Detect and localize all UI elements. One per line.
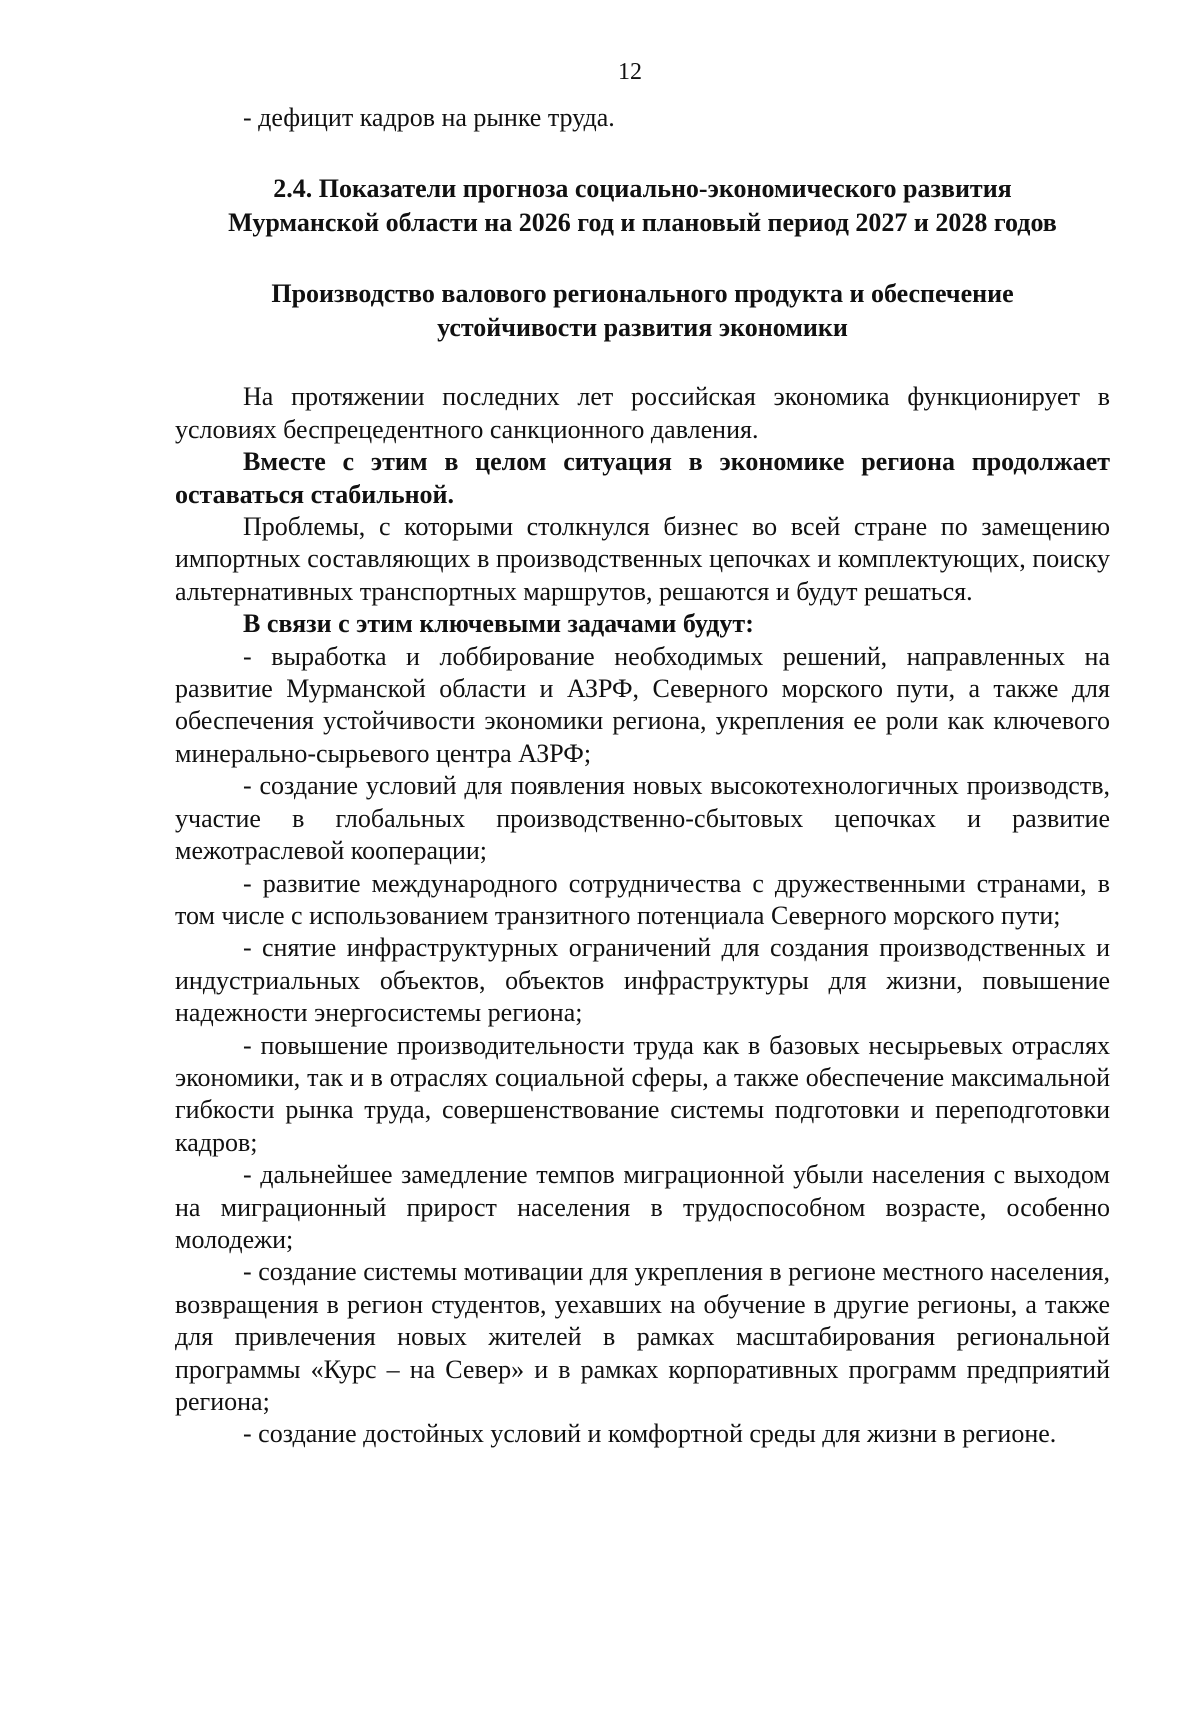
paragraph-sanctions: На протяжении последних лет российская экономика функционирует в условиях беспрецедентного санкционного давления. xyxy=(175,382,1110,444)
task-item: - снятие инфраструктурных ограничений для создания производственных и индустриальных объектов, объектов инфраструктуры для жизни, повышение надежности энергосистемы региона; xyxy=(175,933,1110,1028)
deficit-line: - дефицит кадров на рынке труда. xyxy=(243,103,615,132)
task-item: - дальнейшее замедление темпов миграционной убыли населения с выходом на миграционный прирост населения в трудоспособном возрасте, особенно молодежи; xyxy=(175,1160,1110,1254)
subsection-heading-line-1: Производство валового регионального продукта и обеспечение xyxy=(271,279,1014,309)
page-number: 12 xyxy=(618,59,642,85)
section-heading xyxy=(175,172,1110,240)
task-item: - выработка и лоббирование необходимых решений, направленных на развитие Мурманской области и АЗРФ, Северного морского пути, а также для обеспечения устойчивости экономики региона, укрепления ее роли как ключевого минерально-сырьевого центра АЗРФ; xyxy=(175,641,1110,768)
paragraph-stability: Вместе с этим в целом ситуация в экономике региона продолжает оставаться стабильной. xyxy=(175,447,1110,509)
paragraph-problems: Проблемы, с которыми столкнулся бизнес во всей стране по замещению импортных составляющих в производственных цепочках и комплектующих, поиску альтернативных транспортных маршрутов, решаются и будут решаться. xyxy=(175,512,1110,606)
subsection-heading-line-2: устойчивости развития экономики xyxy=(437,313,848,343)
task-item: - развитие международного сотрудничества с дружественными странами, в том числе с использованием транзитного потенциала Северного морского пути; xyxy=(175,868,1110,930)
section-heading-line-2: Мурманской области на 2026 год и плановый период 2027 и 2028 годов xyxy=(228,208,1057,238)
task-item: - создание условий для появления новых высокотехнологичных производств, участие в глобальных производственно-сбытовых цепочках и развитие межотраслевой кооперации; xyxy=(175,771,1110,866)
document-body xyxy=(175,102,1110,1451)
paragraph-tasks-intro: В связи с этим ключевыми задачами будут: xyxy=(243,609,754,639)
task-item: - создание системы мотивации для укрепления в регионе местного населения, возвращения в регион студентов, уехавших на обучение в другие регионы, а также для привлечения новых жителей в рамках масштабирования региональной программы «Курс – на Север» и в рамках корпоративных программ предприятий региона; xyxy=(175,1257,1110,1416)
task-item: - создание достойных условий и комфортной среды для жизни в регионе. xyxy=(243,1419,1057,1449)
section-heading-line-1: 2.4. Показатели прогноза социально-экономического развития xyxy=(273,174,1012,204)
subsection-heading xyxy=(175,277,1110,345)
task-item: - повышение производительности труда как в базовых несырьевых отраслях экономики, так и в отраслях социальной сферы, а также обеспечение максимальной гибкости рынка труда, совершенствование системы подготовки и переподготовки кадров; xyxy=(175,1030,1110,1157)
